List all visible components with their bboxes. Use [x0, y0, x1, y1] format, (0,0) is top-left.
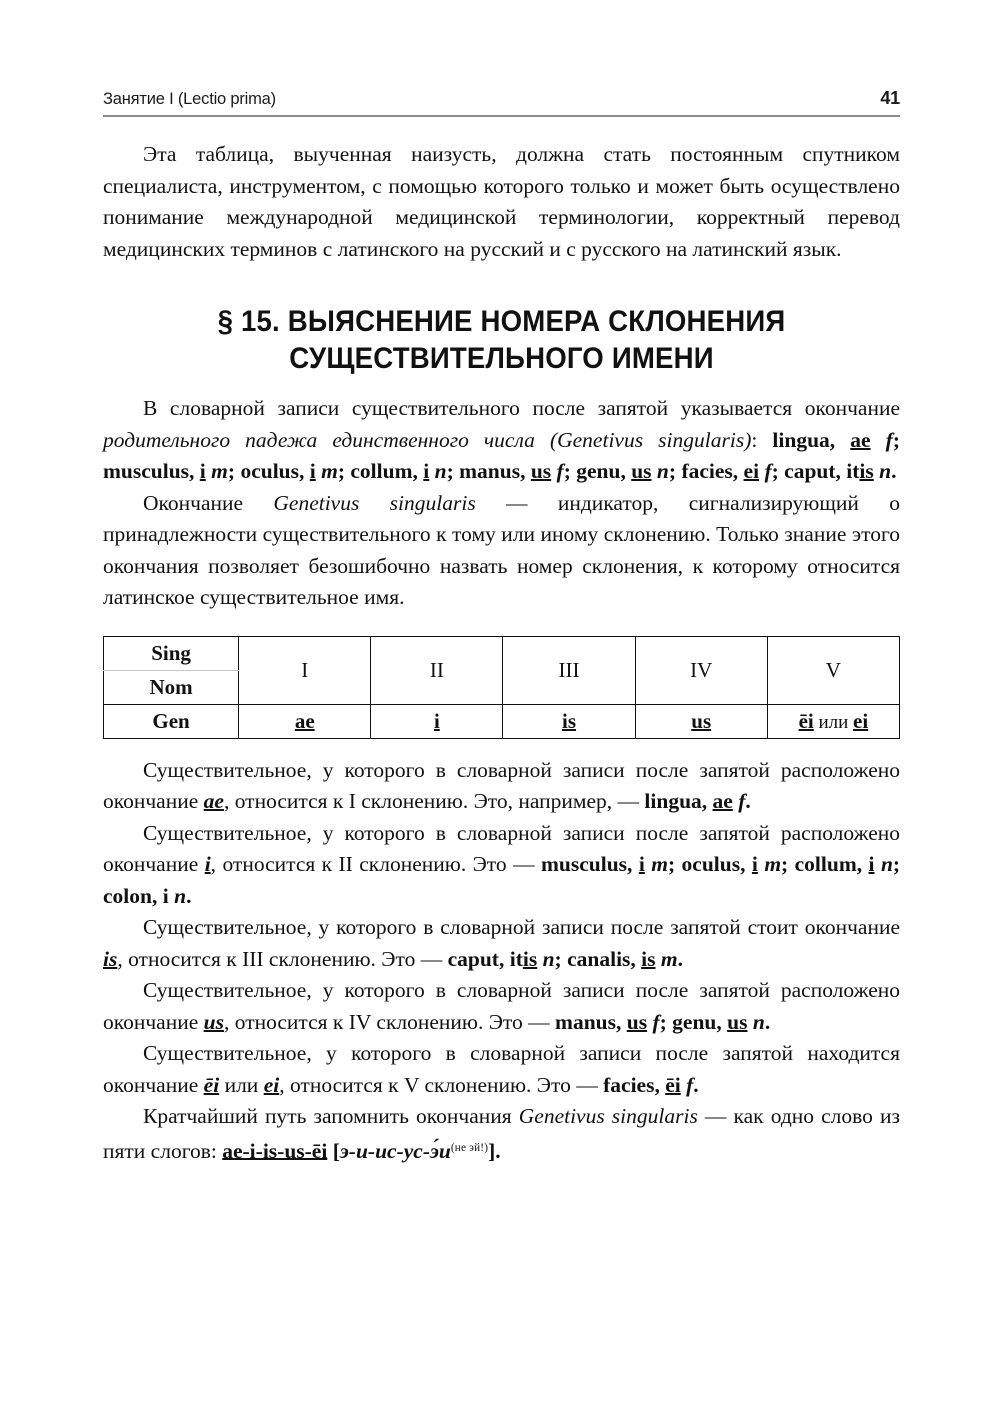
running-head-title: Занятие I (Lectio prima) [103, 90, 276, 108]
latin-punct: . [745, 789, 751, 813]
section-heading [135, 303, 868, 377]
latin-ending: ae [712, 789, 733, 813]
latin-ending: i [309, 459, 316, 483]
declension-mid: , относится к II склонению. Это — [210, 852, 541, 876]
latin-gender: n [879, 459, 892, 483]
indicator-paragraph [103, 488, 900, 614]
latin-ending: is [859, 459, 874, 483]
latin-punct: ; [446, 459, 460, 483]
latin-ending: us [631, 459, 652, 483]
latin-word: lingua [772, 427, 830, 452]
latin-word: caput [447, 946, 499, 971]
latin-separator: , [740, 852, 752, 876]
latin-gender: n [542, 946, 555, 971]
latin-ending: ei [743, 459, 760, 483]
latin-gender: m [764, 852, 782, 876]
latin-separator: , [732, 459, 744, 483]
latin-separator: , [412, 459, 424, 483]
latin-ending: i [199, 459, 206, 483]
declension-paragraph-2 [103, 818, 900, 913]
latin-word: manus [555, 1009, 616, 1034]
latin-ending: i [162, 883, 169, 908]
latin-separator: , [630, 946, 642, 971]
declension-lead: Существительное, у которого в словарной записи после запятой расположено окончание [103, 978, 900, 1034]
latin-punct: . [693, 1072, 699, 1097]
table-col-header-2: II [371, 636, 503, 704]
latin-punct: ; [892, 852, 901, 876]
table-cell-gen-3: is [503, 704, 635, 738]
latin-word: colon [103, 883, 152, 908]
latin-word: musculus [540, 852, 628, 876]
mnemonic-transcription: э-и-ис-ус-э́и [339, 1138, 451, 1163]
latin-gender: f [764, 459, 772, 483]
declension-table-wrap [103, 614, 900, 755]
declension-paragraph-1 [103, 755, 900, 818]
latin-punct: . [186, 883, 192, 908]
table-rowlabel-gen: Gen [104, 704, 239, 738]
latin-separator: , [701, 789, 713, 813]
latin-ending: is [522, 946, 538, 971]
latin-punct: ; [771, 459, 785, 483]
section-heading-block [103, 299, 900, 393]
table-cell-gen-4: us [635, 704, 767, 738]
declension-mid: , относится к IV склонению. Это — [223, 1009, 556, 1034]
latin-word: oculus [681, 852, 741, 876]
table-cell-gen-5: ēi или ei [767, 704, 899, 738]
latin-word: musculus [103, 459, 190, 483]
declension-ending: ēi [203, 1072, 220, 1097]
latin-gender: n [880, 852, 893, 876]
mnemonic-mid: — как одно слово из пяти слогов: [103, 1104, 900, 1163]
declension-ending: us [203, 1009, 224, 1034]
declension-lead: Существительное, у которого в словарной записи после запятой стоит окончание [143, 915, 900, 939]
mnemonic-lead: Кратчайший путь запомнить окончания [143, 1104, 519, 1128]
latin-punct: . [677, 946, 683, 971]
latin-gender: m [651, 852, 668, 876]
latin-word: lingua [644, 789, 702, 813]
spacer [103, 265, 900, 299]
latin-punct: ; [337, 459, 351, 483]
latin-punct: ; [781, 852, 795, 876]
latin-word: oculus [240, 459, 299, 483]
latin-gender: f [738, 789, 746, 813]
latin-stem: it [846, 459, 860, 483]
latin-punct: ; [659, 1009, 673, 1034]
latin-punct: ; [668, 459, 682, 483]
latin-ending: i [638, 852, 645, 876]
latin-punct: ; [563, 459, 577, 483]
latin-gender: m [211, 459, 228, 483]
latin-word: facies [681, 459, 733, 483]
declension-ending: i [204, 852, 211, 876]
latin-word: genu [672, 1009, 717, 1034]
table-col-header-5: V [767, 636, 899, 704]
indicator-paragraph-tail: — индикатор, сигнализирующий о принадлежности существительного к тому или иному склонению. Только знание этого окончания позволяет безошибочно назвать номер склонения, к которому относится латинское существительное имя. [103, 490, 900, 609]
mnemonic-paragraph [103, 1101, 900, 1167]
latin-gender: m [660, 946, 678, 971]
declension-paragraph-3 [103, 912, 900, 975]
latin-ending: ēi [665, 1072, 681, 1097]
latin-word: canalis [567, 946, 631, 971]
latin-gender: f [885, 427, 893, 452]
declension-ending: ae [203, 789, 224, 813]
latin-ending: is [641, 946, 656, 971]
declension-paragraphs [103, 755, 900, 1102]
latin-gender: f [652, 1009, 660, 1034]
latin-word: collum [350, 459, 413, 483]
dictionary-paragraph-colon: : [751, 427, 773, 452]
table-cell-gen-2: i [371, 704, 503, 738]
latin-punct: ; [892, 427, 900, 452]
latin-gender: n [434, 459, 447, 483]
latin-gender: n [752, 1009, 765, 1034]
latin-punct: ; [554, 946, 568, 971]
latin-separator: , [829, 427, 851, 452]
mnemonic-bracket-open: [ [327, 1138, 340, 1163]
latin-ending: i [868, 852, 875, 876]
latin-ending: i [423, 459, 430, 483]
latin-punct: ; [667, 852, 682, 876]
declension-mid: , относится к III склонению. Это — [117, 946, 448, 971]
latin-separator: , [627, 852, 639, 876]
dictionary-paragraph-italic: родительного падежа единственного числа (Genetivus singularis) [103, 427, 752, 452]
latin-ending: ae [850, 427, 871, 452]
latin-punct: . [764, 1009, 771, 1034]
dictionary-paragraph [103, 393, 900, 488]
latin-ending: us [626, 1009, 648, 1034]
latin-word: collum [794, 852, 857, 876]
latin-gender: f [556, 459, 564, 483]
latin-gender: n [656, 459, 669, 483]
latin-separator: , [498, 946, 510, 971]
intro-paragraph: Эта таблица, выученная наизусть, должна стать постоянным спутником специалиста, инструментом, с помощью которого только и может быть осуществлено понимание международной медицинской терминологии, корректный перевод медицинских терминов с латинского на русский и с русского на латинский язык. [103, 142, 900, 261]
mnemonic-bracket-close: ]. [488, 1138, 501, 1163]
table-row-gen [104, 704, 900, 738]
declension-conjunction: или [219, 1072, 264, 1097]
latin-word: genu [576, 459, 621, 483]
table-rowlabel-sing: Sing [104, 636, 239, 670]
page-number: 41 [880, 88, 900, 108]
section-heading-line1: § 15. ВЫЯСНЕНИЕ НОМЕРА СКЛОНЕНИЯ [217, 305, 786, 338]
latin-separator: , [716, 1009, 728, 1034]
declension-paragraph-5 [103, 1038, 900, 1101]
latin-separator: , [520, 459, 531, 483]
table-col-header-4: IV [635, 636, 767, 704]
latin-word: caput [784, 459, 836, 483]
latin-word: facies [603, 1072, 655, 1097]
latin-ending: i [751, 852, 758, 876]
declension-mid: , относится к I склонению. Это, например, — [223, 789, 645, 813]
latin-gender: m [321, 459, 338, 483]
latin-separator: , [151, 883, 163, 908]
table-cell-gen-1: ae [239, 704, 371, 738]
declension-ending: is [103, 946, 118, 971]
declension-table [103, 636, 900, 739]
latin-separator: , [299, 459, 310, 483]
running-head [103, 88, 900, 115]
latin-gender: f [686, 1072, 694, 1097]
latin-punct: ; [227, 459, 241, 483]
declension-mid: , относится к V склонению. Это — [279, 1072, 604, 1097]
mnemonic-superscript: (не эй!) [450, 1141, 489, 1154]
declension-lead: Существительное, у которого в словарной записи после запятой расположено окончание [103, 820, 900, 876]
table-rowlabel-nom: Nom [104, 670, 239, 704]
latin-ending: us [530, 459, 552, 483]
latin-separator: , [835, 459, 847, 483]
latin-separator: , [620, 459, 632, 483]
latin-stem: it [509, 946, 523, 971]
latin-gender: n [174, 883, 187, 908]
mnemonic-latin: Genetivus singularis [518, 1104, 698, 1128]
table-col-header-3: III [503, 636, 635, 704]
latin-separator: , [856, 852, 869, 876]
declension-lead: Существительное, у которого в словарной записи после запятой расположено окончание [103, 757, 900, 813]
declension-ending-alt: ei [263, 1072, 280, 1097]
latin-separator: , [654, 1072, 666, 1097]
page-content [103, 88, 900, 1167]
latin-punct: . [891, 459, 897, 483]
latin-separator: , [189, 459, 200, 483]
indicator-paragraph-lead: Окончание [143, 490, 274, 515]
declension-paragraph-4 [103, 975, 900, 1038]
declension-lead: Существительное, у которого в словарной записи после запятой находится окончание [103, 1041, 900, 1097]
header-rule [103, 115, 900, 117]
space [871, 428, 886, 452]
table-row-sing [104, 636, 900, 670]
mnemonic-syllables: ae-i-is-us-ēi [222, 1138, 328, 1163]
latin-ending: us [727, 1009, 748, 1034]
indicator-paragraph-latin: Genetivus singularis [273, 490, 476, 515]
latin-word: manus [459, 459, 521, 483]
latin-separator: , [616, 1009, 627, 1034]
dictionary-paragraph-lead: В словарной записи существительного после запятой указывается окончание [143, 396, 900, 420]
section-heading-line2: СУЩЕСТВИТЕЛЬНОГО ИМЕНИ [289, 342, 714, 375]
table-col-header-1: I [239, 636, 371, 704]
